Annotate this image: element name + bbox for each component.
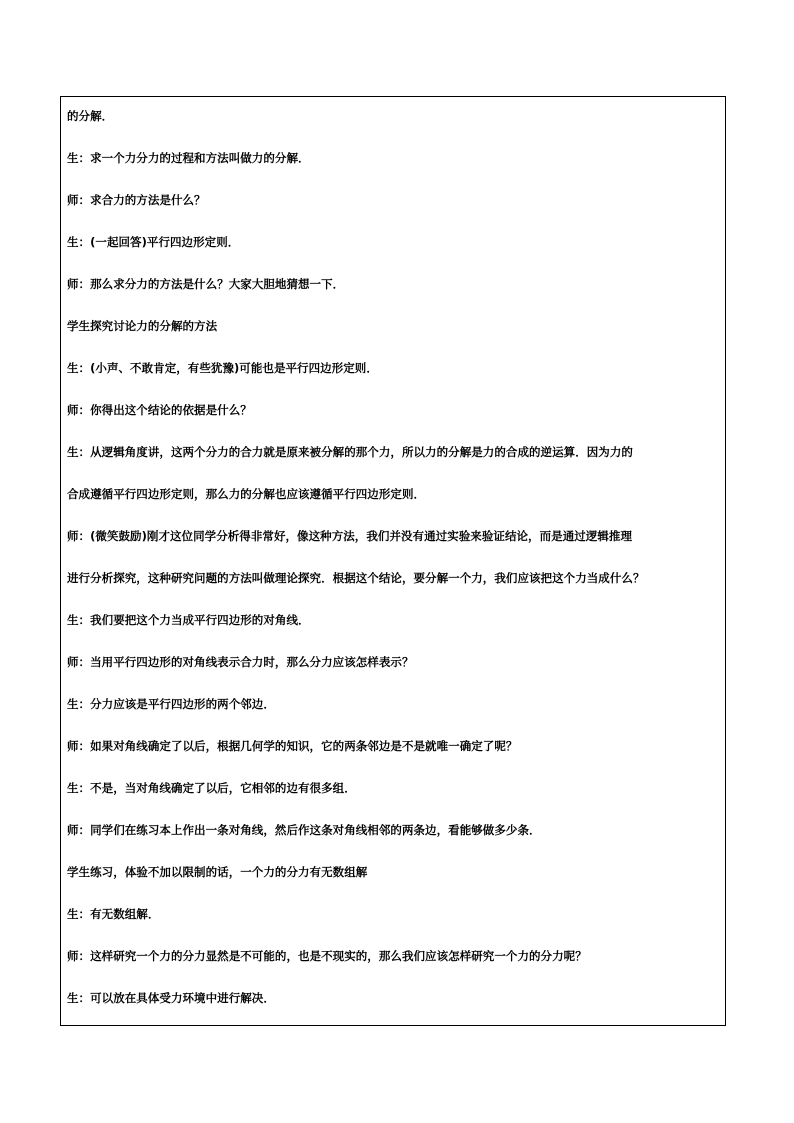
text-line-18: 师：同学们在练习本上作出一条对角线，然后作这条对角线相邻的两条边，看能够做多少条．: [67, 823, 541, 837]
text-line-21: 师：这样研究一个力的分力显然是不可能的，也是不现实的，那么我们应该怎样研究一个力的分力呢？: [67, 949, 587, 963]
text-line-11: 师：(微笑鼓励)刚才这位同学分析得非常好，像这种方法，我们并没有通过实验来验证结论，而是通过逻辑推理: [67, 529, 633, 543]
text-line-2: 生：求一个力分力的过程和方法叫做力的分解．: [67, 151, 310, 165]
text-line-14: 师：当用平行四边形的对角线表示合力时，那么分力应该怎样表示？: [67, 655, 414, 669]
text-line-20: 生：有无数组解．: [67, 907, 160, 921]
text-line-6: 学生探究讨论力的分解的方法: [67, 319, 218, 333]
text-line-12: 进行分析探究，这种研究问题的方法叫做理论探究．根据这个结论，要分解一个力，我们应该把这个力当成什么？: [67, 571, 645, 585]
text-line-7: 生：(小声、不敢肯定，有些犹豫)可能也是平行四边形定则．: [67, 361, 378, 375]
text-line-3: 师：求合力的方法是什么？: [67, 193, 206, 207]
text-line-15: 生：分力应该是平行四边形的两个邻边．: [67, 697, 275, 711]
text-line-13: 生：我们要把这个力当成平行四边形的对角线．: [67, 613, 310, 627]
text-line-4: 生：(一起回答)平行四边形定则．: [67, 235, 240, 249]
text-line-1: 的分解．: [67, 109, 114, 123]
text-line-5: 师：那么求分力的方法是什么？大家大胆地猜想一下．: [67, 277, 345, 291]
text-line-8: 师：你得出这个结论的依据是什么？: [67, 403, 252, 417]
text-line-19: 学生练习，体验不加以限制的话，一个力的分力有无数组解: [67, 865, 368, 879]
text-line-10: 合成遵循平行四边形定则，那么力的分解也应该遵循平行四边形定则．: [67, 487, 426, 501]
text-line-17: 生：不是，当对角线确定了以后，它相邻的边有很多组．: [67, 781, 356, 795]
text-line-9: 生：从逻辑角度讲，这两个分力的合力就是原来被分解的那个力，所以力的分解是力的合成的逆运算．因为力的: [67, 445, 633, 459]
text-line-16: 师：如果对角线确定了以后，根据几何学的知识，它的两条邻边是不是就唯一确定了呢？: [67, 739, 518, 753]
text-line-22: 生：可以放在具体受力环境中进行解决．: [67, 991, 275, 1005]
